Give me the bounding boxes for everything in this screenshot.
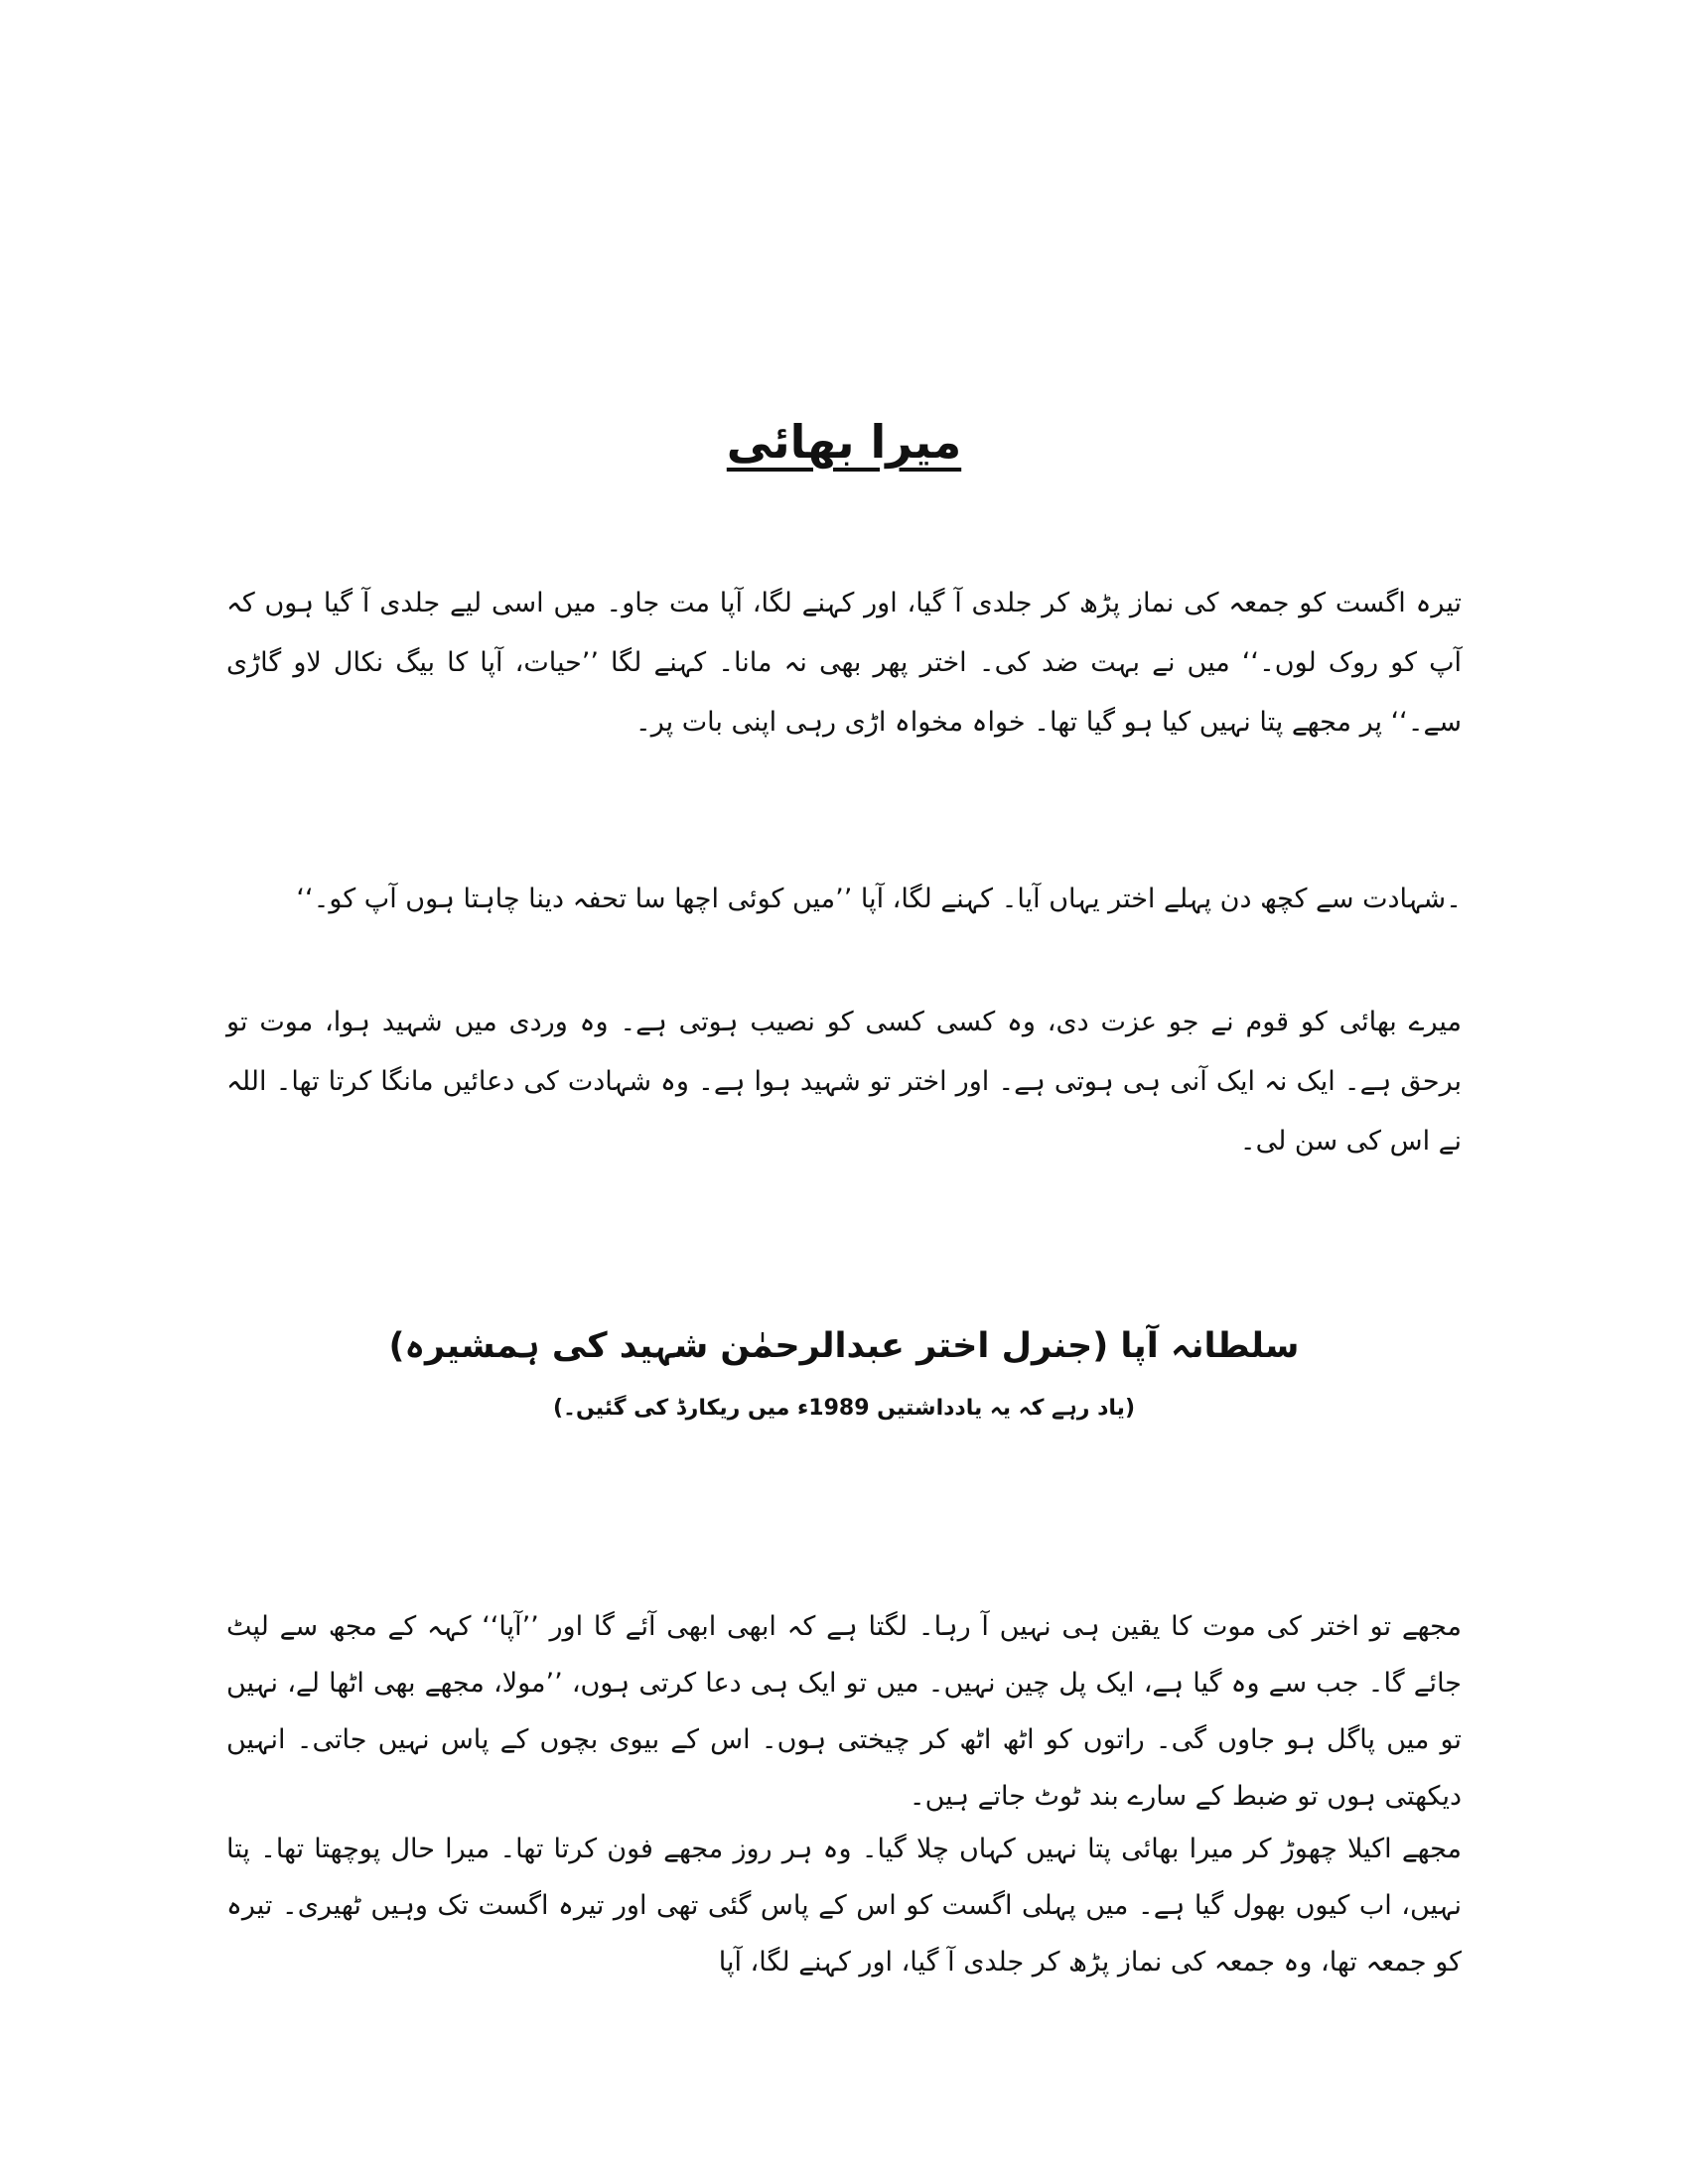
page-title	[0, 415, 1688, 469]
recording-note: (یاد رہے کہ یہ یادداشتیں 1989ء میں ریکارڈ کی گئیں۔)	[553, 1396, 1135, 1421]
paragraph-2: ۔شہادت سے کچھ دن پہلے اختر یہاں آیا۔ کہنے لگا، آپا ’’میں کوئی اچھا سا تحفہ دینا چاہتا ہوں آپ کو۔‘‘	[296, 884, 1462, 914]
author-signature: سلطانہ آپا (جنرل اختر عبدالرحمٰن شہید کی ہمشیرہ)	[388, 1326, 1300, 1366]
paragraph-1: تیرہ اگست کو جمعہ کی نماز پڑھ کر جلدی آ گیا، اور کہنے لگا، آپا مت جاو۔ میں اسی لیے جلدی آ گیا ہوں کہ آپ کو روک لوں۔‘‘ میں نے بہت ضد کی۔ اختر پھر بھی نہ مانا۔ کہنے لگا ’’حیات، آپا کا بیگ نکال لاو گاڑی سے۔‘‘ پر مجھے پتا نہیں کیا ہو گیا تھا۔ خواہ مخواہ اڑی رہی اپنی بات پر۔	[226, 588, 1462, 738]
page-title-text: میرا بھائی	[726, 415, 962, 469]
paragraph-3: میرے بھائی کو قوم نے جو عزت دی، وہ کسی کسی کو نصیب ہوتی ہے۔ وہ وردی میں شہید ہوا، موت تو برحق ہے۔ ایک نہ ایک آنی ہی ہوتی ہے۔ اور اختر تو شہید ہوا ہے۔ وہ شہادت کی دعائیں مانگا کرتا تھا۔ اللہ نے اس کی سن لی۔	[226, 1007, 1462, 1157]
paragraph-5: مجھے اکیلا چھوڑ کر میرا بھائی پتا نہیں کہاں چلا گیا۔ وہ ہر روز مجھے فون کرتا تھا۔ میرا حال پوچھتا تھا۔ پتا نہیں، اب کیوں بھول گیا ہے۔ میں پہلی اگست کو اس کے پاس گئی تھی اور تیرہ اگست تک وہیں ٹھیری۔ تیرہ کو جمعہ تھا، وہ جمعہ کی نماز پڑھ کر جلدی آ گیا، اور کہنے لگا، آپا	[226, 1834, 1462, 1978]
paragraph-4: مجھے تو اختر کی موت کا یقین ہی نہیں آ رہا۔ لگتا ہے کہ ابھی ابھی آئے گا اور ’’آپا‘‘ کہہ کے مجھ سے لپٹ جائے گا۔ جب سے وہ گیا ہے، ایک پل چین نہیں۔ میں تو ایک ہی دعا کرتی ہوں، ’’مولا، مجھے بھی اٹھا لے، نہیں تو میں پاگل ہو جاوں گی۔ راتوں کو اٹھ اٹھ کر چیختی ہوں۔ اس کے بیوی بچوں کے پاس نہیں جاتی۔ انہیں دیکھتی ہوں تو ضبط کے سارے بند ٹوٹ جاتے ہیں۔	[226, 1611, 1462, 1812]
